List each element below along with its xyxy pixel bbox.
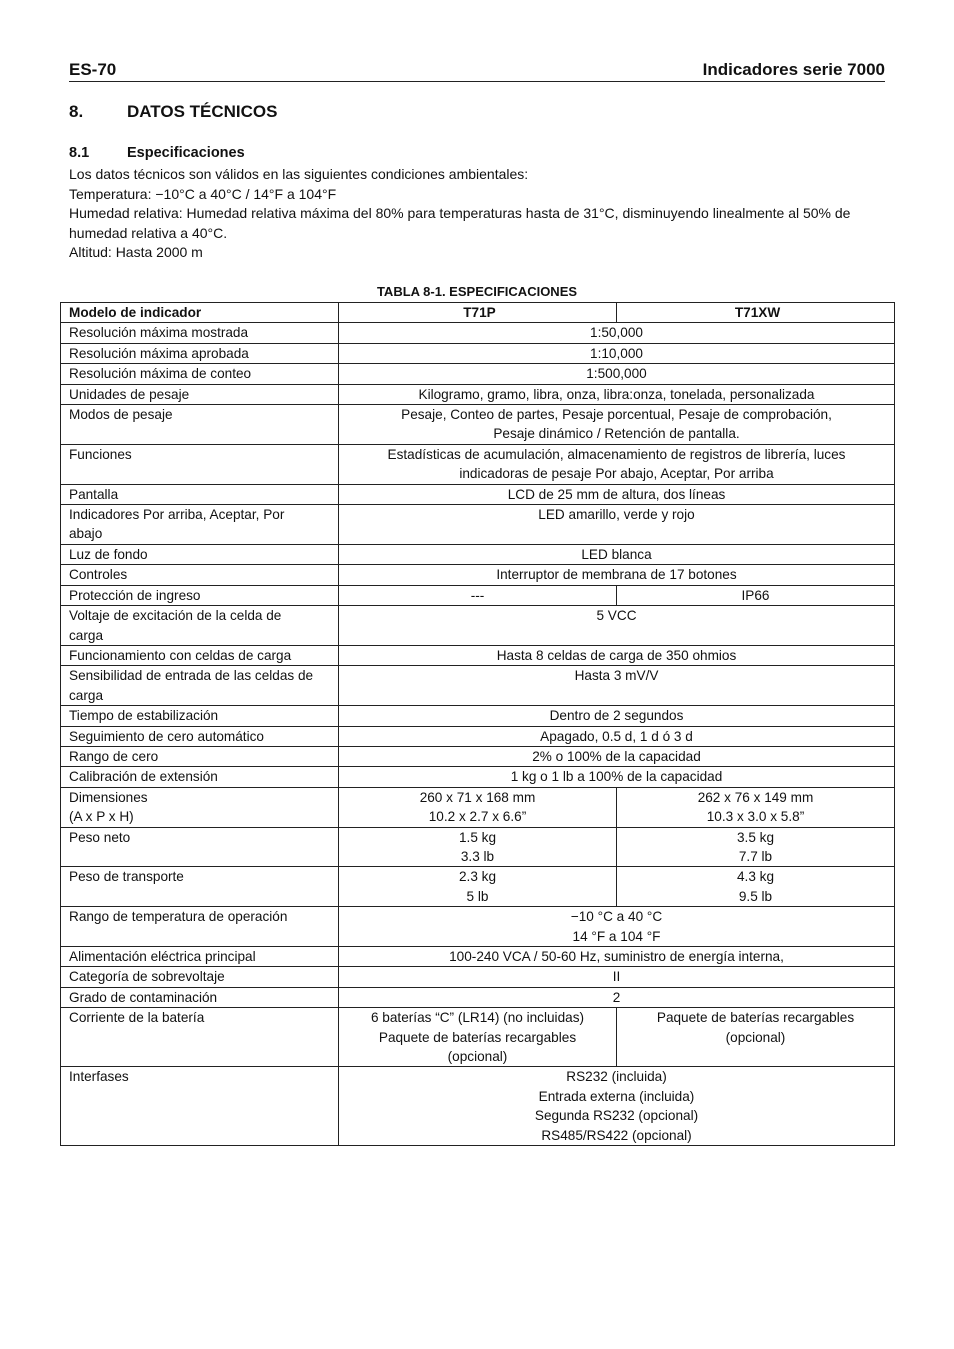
table-body xyxy=(61,323,895,1146)
intro-paragraph: Humedad relativa: Humedad relativa máxima del 80% para temperaturas hasta de 31°C, disminuyendo linealmente al 50% de humedad relativa a 40°C. xyxy=(69,205,851,241)
section-number: 8. xyxy=(69,102,84,121)
row-value-shared: LED amarillo, verde y rojo xyxy=(339,505,895,545)
row-label: Categoría de sobrevoltaje xyxy=(61,967,339,987)
table-row xyxy=(61,606,895,646)
row-label: Peso neto xyxy=(61,827,339,867)
row-value-t71xw: 4.3 kg 9.5 lb xyxy=(617,867,895,907)
table-row xyxy=(61,1008,895,1067)
row-value-shared: Hasta 3 mV/V xyxy=(339,666,895,706)
row-label: Funciones xyxy=(61,444,339,484)
document-title: Indicadores serie 7000 xyxy=(702,60,885,79)
section-title: DATOS TÉCNICOS xyxy=(127,102,278,121)
row-label: Luz de fondo xyxy=(61,544,339,564)
row-value-t71p: --- xyxy=(339,585,617,605)
row-value-shared: Interruptor de membrana de 17 botones xyxy=(339,565,895,585)
row-value-t71xw: IP66 xyxy=(617,585,895,605)
row-value-t71xw: Paquete de baterías recargables (opcional) xyxy=(617,1008,895,1067)
table-row xyxy=(61,484,895,504)
specifications-table xyxy=(60,302,895,1146)
subsection-heading xyxy=(69,145,245,161)
column-header-t71p: T71P xyxy=(339,303,617,323)
table-row xyxy=(61,967,895,987)
row-value-shared: 1:500,000 xyxy=(339,364,895,384)
row-label: Corriente de la batería xyxy=(61,1008,339,1067)
table-row xyxy=(61,585,895,605)
table-row xyxy=(61,947,895,967)
row-value-t71p: 2.3 kg 5 lb xyxy=(339,867,617,907)
row-label: Indicadores Por arriba, Aceptar, Por abajo xyxy=(61,505,339,545)
intro-text xyxy=(69,165,885,263)
row-value-shared: −10 °C a 40 °C 14 °F a 104 °F xyxy=(339,907,895,947)
row-label: Dimensiones (A x P x H) xyxy=(61,787,339,827)
row-value-shared: Estadísticas de acumulación, almacenamiento de registros de librería, luces indicadoras de pesaje Por abajo, Aceptar, Por arriba xyxy=(339,444,895,484)
subsection-title: Especificaciones xyxy=(127,145,245,161)
subsection-number: 8.1 xyxy=(69,145,90,161)
row-value-shared: 1:10,000 xyxy=(339,343,895,363)
row-label: Rango de temperatura de operación xyxy=(61,907,339,947)
row-label: Controles xyxy=(61,565,339,585)
row-value-t71p: 260 x 71 x 168 mm 10.2 x 2.7 x 6.6” xyxy=(339,787,617,827)
table-row xyxy=(61,767,895,787)
row-label: Tiempo de estabilización xyxy=(61,706,339,726)
row-value-t71p: 6 baterías “C” (LR14) (no incluidas) Paquete de baterías recargables (opcional) xyxy=(339,1008,617,1067)
section-heading xyxy=(69,102,278,122)
row-label: Sensibilidad de entrada de las celdas de carga xyxy=(61,666,339,706)
row-value-shared: Kilogramo, gramo, libra, onza, libra:onza, tonelada, personalizada xyxy=(339,384,895,404)
row-label: Pantalla xyxy=(61,484,339,504)
row-label: Resolución máxima mostrada xyxy=(61,323,339,343)
table-row xyxy=(61,666,895,706)
table-row xyxy=(61,384,895,404)
row-value-shared: LCD de 25 mm de altura, dos líneas xyxy=(339,484,895,504)
row-value-shared: 100-240 VCA / 50-60 Hz, suministro de energía interna, xyxy=(339,947,895,967)
row-value-shared: Apagado, 0.5 d, 1 d ó 3 d xyxy=(339,726,895,746)
row-value-shared: 2 xyxy=(339,987,895,1007)
table-row xyxy=(61,787,895,827)
table-row xyxy=(61,364,895,384)
table-row xyxy=(61,867,895,907)
table-row xyxy=(61,987,895,1007)
row-value-shared: Hasta 8 celdas de carga de 350 ohmios xyxy=(339,645,895,665)
column-header-model: Modelo de indicador xyxy=(61,303,339,323)
row-value-shared: Dentro de 2 segundos xyxy=(339,706,895,726)
table-row xyxy=(61,505,895,545)
row-value-shared: 5 VCC xyxy=(339,606,895,646)
row-label: Rango de cero xyxy=(61,746,339,766)
row-label: Interfases xyxy=(61,1067,339,1146)
column-header-t71xw: T71XW xyxy=(617,303,895,323)
row-label: Modos de pesaje xyxy=(61,405,339,445)
table-row xyxy=(61,1067,895,1146)
table-caption: TABLA 8-1. ESPECIFICACIONES xyxy=(376,284,578,299)
row-label: Seguimiento de cero automático xyxy=(61,726,339,746)
table-row xyxy=(61,827,895,867)
page-header xyxy=(69,58,885,82)
table-row xyxy=(61,343,895,363)
intro-paragraph: Altitud: Hasta 2000 m xyxy=(69,244,203,261)
table-row xyxy=(61,565,895,585)
row-value-t71xw: 262 x 76 x 149 mm 10.3 x 3.0 x 5.8” xyxy=(617,787,895,827)
row-value-t71xw: 3.5 kg 7.7 lb xyxy=(617,827,895,867)
row-value-shared: 2% o 100% de la capacidad xyxy=(339,746,895,766)
row-label: Calibración de extensión xyxy=(61,767,339,787)
table-row xyxy=(61,645,895,665)
table-row xyxy=(61,726,895,746)
intro-paragraph: Los datos técnicos son válidos en las siguientes condiciones ambientales: xyxy=(69,166,529,182)
row-label: Funcionamiento con celdas de carga xyxy=(61,645,339,665)
row-label: Grado de contaminación xyxy=(61,987,339,1007)
table-row xyxy=(61,706,895,726)
row-value-shared: 1:50,000 xyxy=(339,323,895,343)
table-row xyxy=(61,323,895,343)
table-header-row xyxy=(61,303,895,323)
row-label: Alimentación eléctrica principal xyxy=(61,947,339,967)
row-label: Unidades de pesaje xyxy=(61,384,339,404)
table-row xyxy=(61,544,895,564)
page-number: ES-70 xyxy=(69,60,117,79)
intro-paragraph: Temperatura: −10°C a 40°C / 14°F a 104°F xyxy=(69,185,337,202)
row-label: Resolución máxima de conteo xyxy=(61,364,339,384)
row-label: Peso de transporte xyxy=(61,867,339,907)
table-row xyxy=(61,746,895,766)
row-value-shared: 1 kg o 1 lb a 100% de la capacidad xyxy=(339,767,895,787)
row-label: Voltaje de excitación de la celda de carga xyxy=(61,606,339,646)
row-label: Resolución máxima aprobada xyxy=(61,343,339,363)
table-row xyxy=(61,405,895,445)
row-value-shared: RS232 (incluida) Entrada externa (incluida) Segunda RS232 (opcional) RS485/RS422 (opcional) xyxy=(339,1067,895,1146)
table-row xyxy=(61,444,895,484)
row-value-shared: LED blanca xyxy=(339,544,895,564)
row-value-t71p: 1.5 kg 3.3 lb xyxy=(339,827,617,867)
row-value-shared: Pesaje, Conteo de partes, Pesaje porcentual, Pesaje de comprobación, Pesaje dinámico / Retención de pantalla. xyxy=(339,405,895,445)
table-row xyxy=(61,907,895,947)
row-label: Protección de ingreso xyxy=(61,585,339,605)
row-value-shared: II xyxy=(339,967,895,987)
